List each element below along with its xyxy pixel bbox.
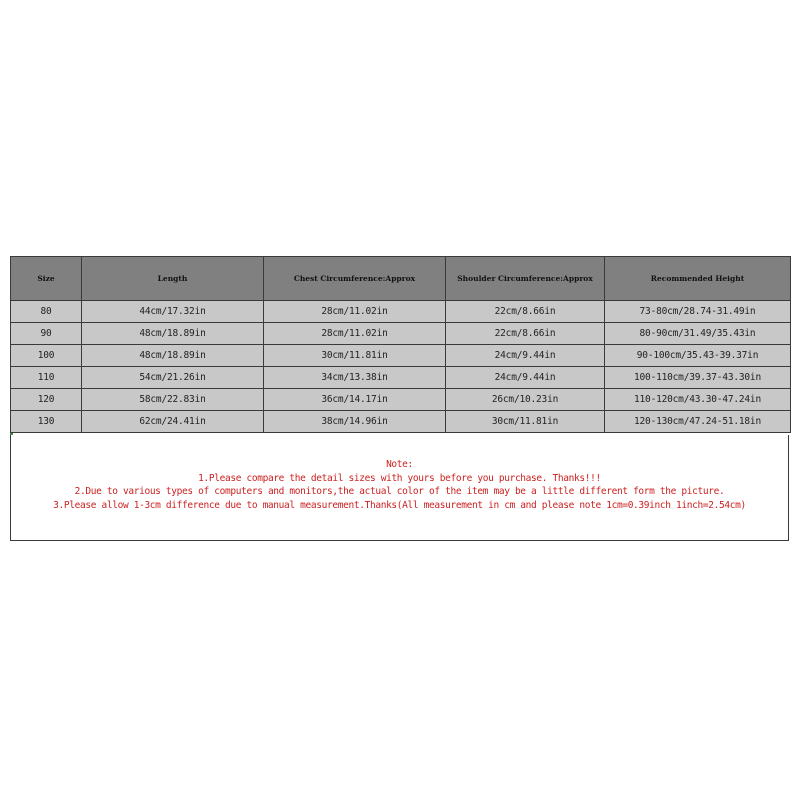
note-box: [10, 435, 789, 541]
header-chest: Chest Circumference:Approx: [264, 257, 446, 301]
cell-shoulder: 30cm/11.81in: [446, 411, 605, 433]
cell-height: 73-80cm/28.74-31.49in: [605, 301, 791, 323]
cell-height: 90-100cm/35.43-39.37in: [605, 345, 791, 367]
header-recommended-height: Recommended Height: [605, 257, 791, 301]
cell-chest: 36cm/14.17in: [264, 389, 446, 411]
header-size: Size: [11, 257, 82, 301]
cell-size: 120: [11, 389, 82, 411]
cell-length: 48cm/18.89in: [82, 345, 264, 367]
table-row: [11, 411, 791, 433]
cell-chest: 28cm/11.02in: [264, 301, 446, 323]
note-line-1: 1.Please compare the detail sizes with yours before you purchase. Thanks!!!: [198, 472, 601, 484]
table-row: [11, 389, 791, 411]
note-line-2: 2.Due to various types of computers and monitors,the actual color of the item may be a little different form the picture.: [74, 486, 725, 497]
cell-chest: 34cm/13.38in: [264, 367, 446, 389]
cell-shoulder: 22cm/8.66in: [446, 323, 605, 345]
table-header-row: [11, 257, 791, 301]
header-shoulder: Shoulder Circumference:Approx: [446, 257, 605, 301]
cell-shoulder: 26cm/10.23in: [446, 389, 605, 411]
size-chart-table: [10, 256, 791, 433]
table-row: [11, 345, 791, 367]
table-row: [11, 323, 791, 345]
cell-length: 48cm/18.89in: [82, 323, 264, 345]
cell-chest: 28cm/11.02in: [264, 323, 446, 345]
cell-size: 110: [11, 367, 82, 389]
cell-height: 80-90cm/31.49/35.43in: [605, 323, 791, 345]
table-row: [11, 301, 791, 323]
cell-size: 130: [11, 411, 82, 433]
cell-height: 100-110cm/39.37-43.30in: [605, 367, 791, 389]
cell-length: 54cm/21.26in: [82, 367, 264, 389]
cell-size: 90: [11, 323, 82, 345]
cell-length: 58cm/22.83in: [82, 389, 264, 411]
cell-length: 62cm/24.41in: [82, 411, 264, 433]
table-row: [11, 367, 791, 389]
cell-shoulder: 24cm/9.44in: [446, 367, 605, 389]
cell-length: 44cm/17.32in: [82, 301, 264, 323]
cell-height: 110-120cm/43.30-47.24in: [605, 389, 791, 411]
cell-chest: 30cm/11.81in: [264, 345, 446, 367]
cell-size: 100: [11, 345, 82, 367]
note-line-3: 3.Please allow 1-3cm difference due to manual measurement.Thanks(All measurement in cm and please note 1cm=0.39inch 1inch=2.54cm): [53, 499, 746, 511]
cell-size: 80: [11, 301, 82, 323]
cell-height: 120-130cm/47.24-51.18in: [605, 411, 791, 433]
cell-chest: 38cm/14.96in: [264, 411, 446, 433]
note-title: Note:: [386, 459, 413, 470]
cell-shoulder: 24cm/9.44in: [446, 345, 605, 367]
cell-shoulder: 22cm/8.66in: [446, 301, 605, 323]
header-length: Length: [82, 257, 264, 301]
